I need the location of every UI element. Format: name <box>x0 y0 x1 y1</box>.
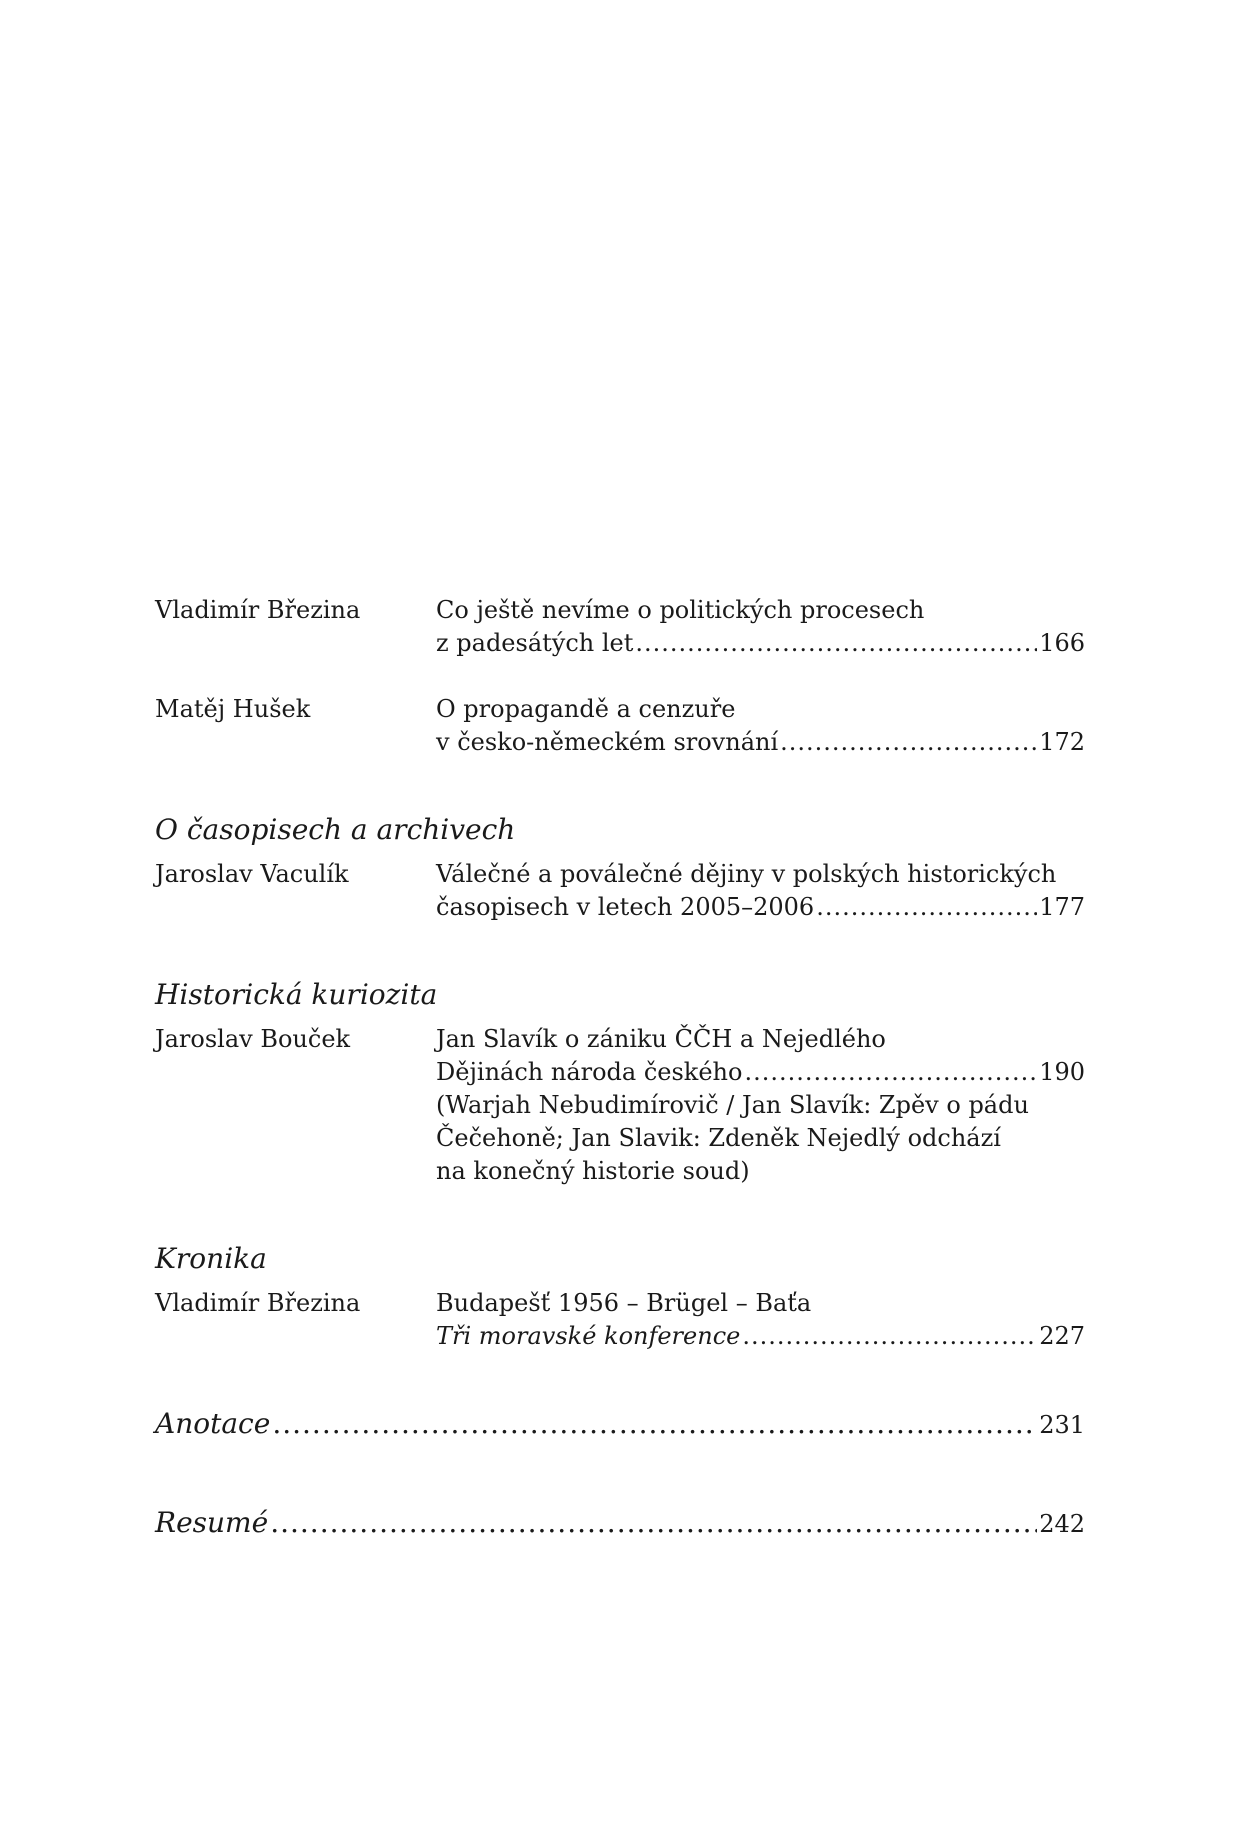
section-heading: Kronika <box>155 1242 267 1275</box>
entry-title-line: Válečné a poválečné dějiny v polských historických <box>436 860 1057 888</box>
entry-line <box>155 1505 1085 1541</box>
entry-title-last-line <box>436 627 1085 660</box>
toc-entry-anotace <box>155 1406 1085 1442</box>
dot-leader <box>744 1056 1037 1089</box>
page-number: 190 <box>1039 1058 1085 1086</box>
entry-author: Vladimír Březina <box>155 596 361 624</box>
entry-title-line: Co ještě nevíme o politických procesech <box>436 596 925 624</box>
section-heading: O časopisech a archivech <box>155 813 516 846</box>
entry-line <box>155 1406 1085 1442</box>
entry-title <box>436 1023 1085 1188</box>
entry-title-line: z padesátých let <box>436 629 634 657</box>
entry-subtitle-line: Čečehoně; Jan Slavik: Zdeněk Nejedlý odchází <box>436 1124 1001 1152</box>
dot-leader <box>272 1406 1037 1442</box>
entry-subtitle-line: (Warjah Nebudimírovič / Jan Slavík: Zpěv o pádu <box>436 1091 1029 1119</box>
entry-title-line: Tři moravské konference <box>436 1322 741 1350</box>
dot-leader <box>742 1320 1037 1353</box>
dot-leader <box>780 726 1037 759</box>
entry-title-line: Jan Slavík o zániku ČČH a Nejedlého <box>436 1025 886 1053</box>
entry-title-last-line <box>436 726 1085 759</box>
entry-title <box>436 594 1085 660</box>
page-number: 242 <box>1039 1510 1085 1538</box>
page-number: 227 <box>1039 1322 1085 1350</box>
entry-title-line: Dějinách národa českého <box>436 1058 743 1086</box>
entry-author: Vladimír Březina <box>155 1289 361 1317</box>
entry-author: Jaroslav Vaculík <box>155 860 349 888</box>
entry-author: Matěj Hušek <box>155 695 311 723</box>
entry-subtitle-line: na konečný historie soud) <box>436 1157 750 1185</box>
entry-title-line: časopisech v letech 2005–2006 <box>436 893 815 921</box>
entry-author: Jaroslav Bouček <box>155 1025 351 1053</box>
entry-title-line: O propagandě a cenzuře <box>436 695 736 723</box>
section-heading: Historická kuriozita <box>155 978 438 1011</box>
dot-leader <box>816 891 1037 924</box>
toc-entry-resume <box>155 1505 1085 1541</box>
entry-title <box>436 693 1085 759</box>
entry-title-last-line <box>436 891 1085 924</box>
entry-title-line: Budapešť 1956 – Brügel – Baťa <box>436 1289 812 1317</box>
entry-title <box>436 1287 1085 1353</box>
page-number: 172 <box>1039 728 1085 756</box>
page-number: 231 <box>1039 1411 1085 1439</box>
dot-leader <box>270 1505 1037 1541</box>
entry-title <box>436 858 1085 924</box>
entry-title-line: v česko-německém srovnání <box>436 728 779 756</box>
entry-label: Resumé <box>155 1506 269 1539</box>
entry-title-last-line <box>436 1056 1085 1089</box>
page-number: 177 <box>1039 893 1085 921</box>
entry-label: Anotace <box>155 1407 271 1440</box>
entry-title-last-line <box>436 1320 1085 1353</box>
dot-leader <box>635 627 1037 660</box>
page-number: 166 <box>1039 629 1085 657</box>
